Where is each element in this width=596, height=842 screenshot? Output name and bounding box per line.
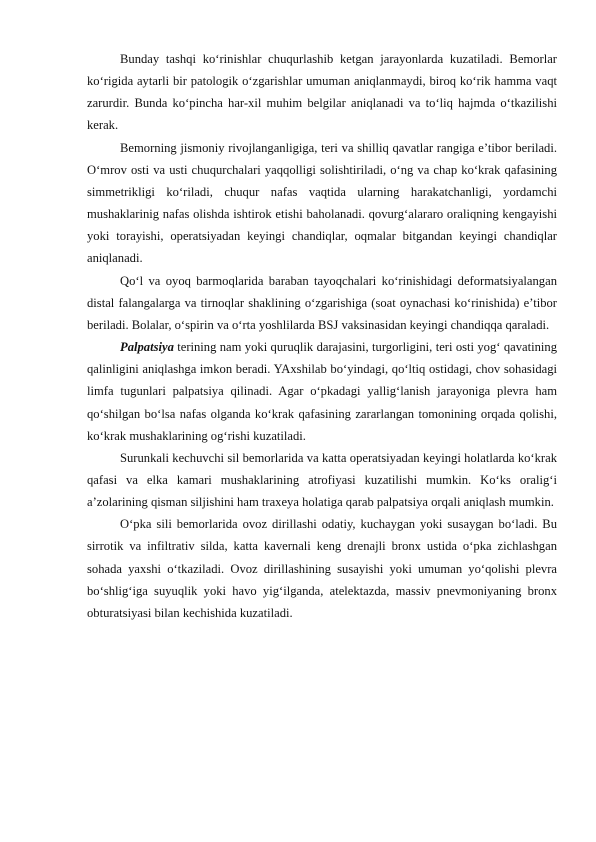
paragraph-2 xyxy=(87,137,557,270)
paragraph-text: O‘pka sili bemorlarida ovoz dirillashi odatiy, kuchaygan yoki susaygan bo‘ladi. Bu sirrotik va infiltrativ silda, katta kavernali keng drenajli bronx ustida o‘pka zichlashgan sohada yaxshi o‘tkaziladi. Ovoz dirillashining susayishi yoki umuman yo‘qolishi plevra bo‘shlig‘iga suyuqlik yoki havo yig‘ilganda, atelektazda, massiv pnevmoniyaning bronx obturatsiyasi bilan kechishida kuzatiladi. xyxy=(87,517,557,620)
paragraph-text: Bunday tashqi ko‘rinishlar chuqurlashib ketgan jarayonlarda kuzatiladi. Bemorlar ko‘rigida aytarli bir patologik o‘zgarishlar umuman aniqlanmaydi, biroq ko‘rik hamma vaqt zarurdir. Bunda ko‘pincha har-xil muhim belgilar aniqlanadi va to‘liq hajmda o‘tkazilishi kerak. xyxy=(87,52,557,133)
paragraph-6 xyxy=(87,513,557,624)
paragraph-4 xyxy=(87,336,557,447)
paragraph-text: terining nam yoki quruqlik darajasini, turgorligini, teri osti yog‘ qavatining qalinligini aniqlashga imkon beradi. YAxshilab bo‘yindagi, qo‘ltiq ostidagi, chov sohasidagi limfa tugunlari palpatsiya qilinadi. Agar o‘pkadagi yallig‘lanish jarayoniga plevra ham qo‘shilgan bo‘lsa nafas olganda ko‘krak qafasining zararlangan tomonining orqada qolishi, ko‘krak mushaklarining og‘rishi kuzatiladi. xyxy=(87,340,557,443)
paragraph-lead-term: Palpatsiya xyxy=(120,340,174,355)
paragraph-5 xyxy=(87,447,557,513)
paragraph-text: Bemorning jismoniy rivojlanganligiga, teri va shilliq qavatlar rangiga e’tibor beriladi. O‘mrov osti va usti chuqurchalari yaqqolligi solishtiriladi, o‘ng va chap ko‘krak qafasining simmetrikligi ko‘riladi, chuqur nafas vaqtida ularning harakatchanligi, yordamchi mushaklarinig nafas olishda ishtirok etishi baholanadi. qovurg‘alararo oraliqning kengayishi yoki torayishi, operatsiyadan keyingi chandiqlar, oqmalar bitgandan keyingi chandiqlar aniqlanadi. xyxy=(87,140,557,266)
document-page xyxy=(87,48,557,624)
paragraph-1 xyxy=(87,48,557,137)
paragraph-text: Qo‘l va oyoq barmoqlarida baraban tayoqchalari ko‘rinishidagi deformatsiyalangan distal falangalarga va tirnoqlar shaklining o‘zgarishiga (soat oynachasi ko‘rinishida) e’tibor beriladi. Bolalar, o‘spirin va o‘rta yoshlilarda BSJ vaksinasidan keyingi chandiqqa qaraladi. xyxy=(87,273,557,332)
paragraph-text: Surunkali kechuvchi sil bemorlarida va katta operatsiyadan keyingi holatlarda ko‘krak qafasi va elka kamari mushaklarining atrofiyasi kuzatilishi mumkin. Ko‘ks oralig‘i a’zolarining qisman siljishini ham traxeya holatiga qarab palpatsiya orqali aniqlash mumkin. xyxy=(87,450,557,510)
paragraph-3 xyxy=(87,270,557,336)
